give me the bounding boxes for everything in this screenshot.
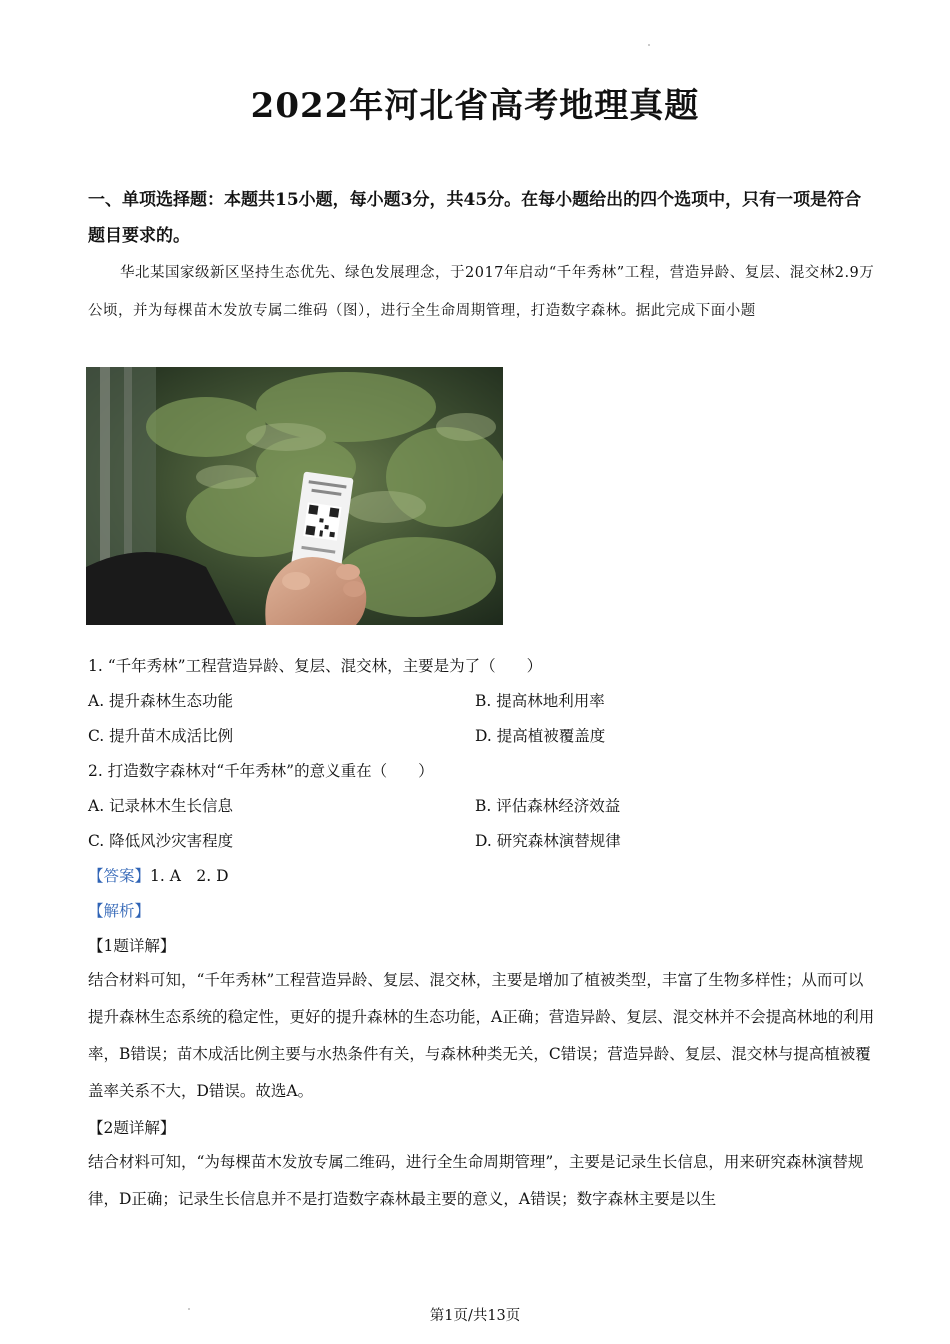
scan-speck [648, 44, 650, 46]
answer-line [88, 864, 229, 888]
question-1-stem: 1. “千年秀林”工程营造异龄、复层、混交林，主要是为了（ ） [88, 657, 543, 675]
page-footer: 第1页/共13页 [429, 1308, 521, 1324]
question-1-option-d: D. 提高植被覆盖度 [475, 727, 606, 745]
question-1-option-b: B. 提高林地利用率 [475, 692, 605, 710]
question-2-option-b: B. 评估森林经济效益 [475, 797, 621, 815]
material-paragraph: 华北某国家级新区坚持生态优先、绿色发展理念，于2017年启动“千年秀林”工程，营造异龄、复层、混交林2.9万公顷，并为每棵苗木发放专属二维码（图），进行全生命周期管理，打造数字森林。据此完成下面小题 [88, 265, 875, 319]
detail-2-label: 【2题详解】 [88, 1119, 176, 1137]
question-2-option-a: A. 记录林木生长信息 [88, 797, 234, 815]
question-2-option-d: D. 研究森林演替规律 [475, 832, 621, 850]
question-1-option-c: C. 提升苗木成活比例 [88, 727, 234, 745]
answer-label: 【答案】 [88, 867, 151, 885]
analysis-line [88, 899, 150, 923]
page-title: 2022年河北省高考地理真题 [250, 86, 700, 126]
section-heading: 一、单项选择题：本题共15小题，每小题3分，共45分。在每小题给出的四个选项中，只有一项是符合题目要求的。 [88, 190, 862, 246]
detail-1-text: 结合材料可知，“千年秀林”工程营造异龄、复层、混交林，主要是增加了植被类型，丰富了生物多样性；从而可以提升森林生态系统的稳定性，更好的提升森林的生态功能，A正确；营造异龄、复层、混交林并不会提高林地的利用率，B错误；苗木成活比例主要与水热条件有关，与森林种类无关，C错误；营造异龄、复层、混交林与提高植被覆盖率关系不大，D错误。故选A。 [88, 971, 875, 1100]
question-2-stem: 2. 打造数字森林对“千年秀林”的意义重在（ ） [88, 762, 434, 780]
question-2-option-c: C. 降低风沙灾害程度 [88, 832, 234, 850]
detail-2-text: 结合材料可知，“为每棵苗木发放专属二维码，进行全生命周期管理”，主要是记录生长信息，用来研究森林演替规律，D正确；记录生长信息并不是打造数字森林最主要的意义，A错误；数字森林主要是以生 [88, 1153, 864, 1208]
analysis-label: 【解析】 [88, 902, 151, 920]
detail-1-label: 【1题详解】 [88, 937, 176, 955]
question-1-option-a: A. 提升森林生态功能 [88, 692, 234, 710]
answer-text: 1. A 2. D [150, 867, 229, 885]
qr-tag-photo-icon [86, 367, 503, 625]
